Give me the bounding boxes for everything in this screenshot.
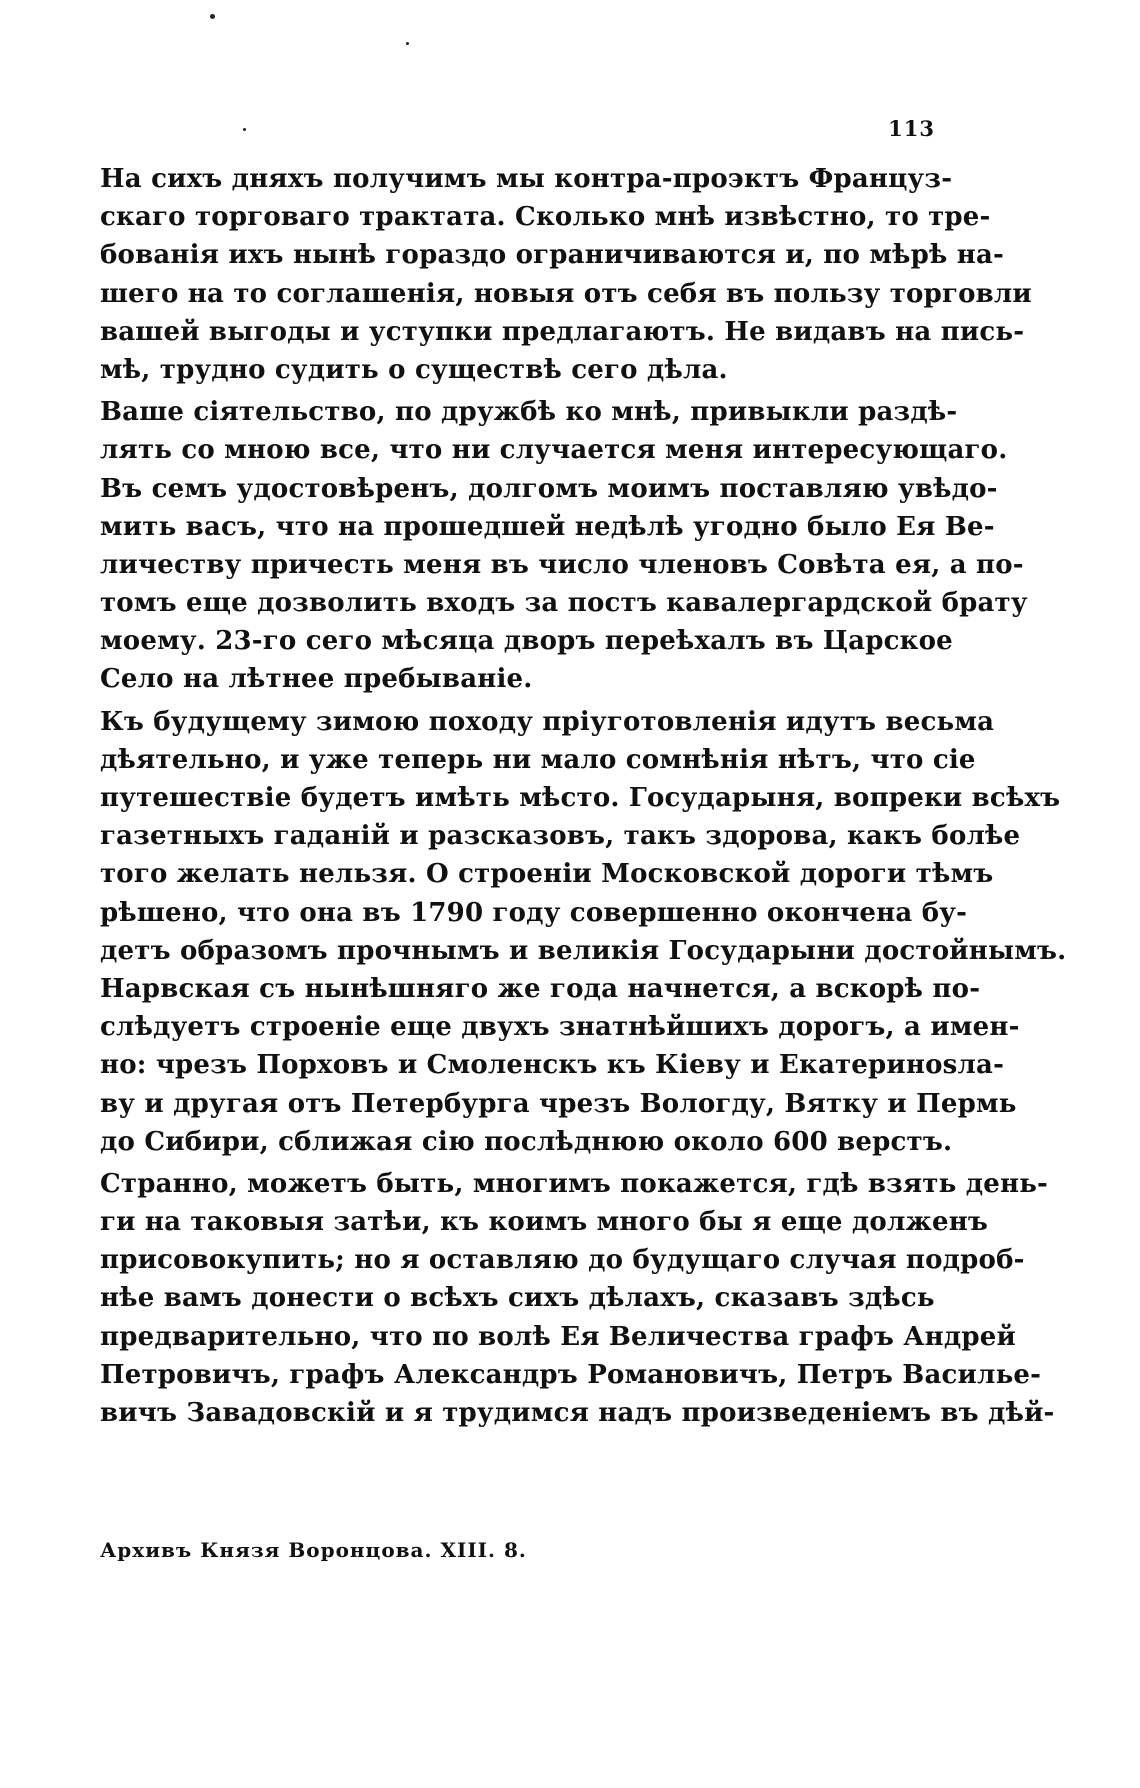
text-line: Къ будущему зимою походу пріуготовленія идутъ весьма [100, 706, 995, 737]
text-line: Село на лѣтнее пребываніе. [100, 664, 533, 695]
text-line: Въ семъ удостовѣренъ, долгомъ моимъ поставляю увѣдо- [100, 473, 998, 504]
text-line: рѣшено, что она въ 1790 году совершенно окончена бу- [100, 897, 968, 928]
page-number: 113 [888, 116, 935, 141]
text-line: лять со мною все, что ни случается меня интересующаго. [100, 435, 1008, 466]
print-speck [406, 42, 409, 45]
text-line: Нарвская съ нынѣшняго же года начнется, а вскорѣ по- [100, 973, 981, 1004]
text-line: присовокупить; но я оставляю до будущаго случая подроб- [100, 1245, 1025, 1276]
text-line: ги на таковыя затѣи, къ коимъ много бы я еще долженъ [100, 1207, 989, 1238]
text-line: вичъ Завадовскій и я трудимся надъ произведеніемъ въ дѣй- [100, 1398, 1055, 1428]
text-line: томъ еще дозволить входъ за постъ кавалергардской брату [100, 588, 1028, 619]
text-line: бованія ихъ нынѣ гораздо ограничиваются и, по мѣрѣ на- [100, 240, 1004, 271]
text-line: личеству причесть меня въ число членовъ Совѣта ея, а по- [100, 549, 1024, 580]
text-line: путешествіе будетъ имѣть мѣсто. Государыня, вопреки всѣхъ [100, 783, 1061, 813]
text-line: детъ образомъ прочнымъ и великія Государыни достойнымъ. [100, 935, 1067, 966]
text-line: моему. 23-го сего мѣсяца дворъ переѣхалъ въ Царское [100, 626, 953, 657]
text-line: слѣдуетъ строеніе еще двухъ знатнѣйшихъ дорогъ, а имен- [100, 1012, 1020, 1043]
text-line: мить васъ, что на прошедшей недѣлѣ угодно было Ея Ве- [100, 511, 995, 542]
text-line: ву и другая отъ Петербурга чрезъ Вологду, Вятку и Пермь [100, 1088, 1017, 1119]
text-line: дѣятельно, и уже теперь ни мало сомнѣнія нѣтъ, что сіе [100, 744, 976, 775]
text-line: того желать нельзя. О строеніи Московской дороги тѣмъ [100, 859, 994, 890]
text-line: Петровичъ, графъ Александръ Романовичъ, Петръ Васильe- [100, 1359, 1042, 1390]
text-line: скаго торговаго трактата. Сколько мнѣ извѣстно, то тре- [100, 202, 991, 233]
text-line: вашей выгоды и уступки предлагаютъ. Не видавъ на пись- [100, 316, 1025, 347]
text-line: газетныхъ гаданій и разсказовъ, такъ здорова, какъ болѣе [100, 821, 1021, 852]
footer-signature: Архивъ Князя Воронцова. XIII. 8. [100, 1538, 527, 1562]
text-line: предварительно, что по волѣ Ея Величества графъ Андрей [100, 1321, 1017, 1352]
text-line: до Сибири, сближая сію послѣднюю около 600 верстъ. [100, 1126, 953, 1157]
text-line: но: чрезъ Порховъ и Смоленскъ къ Кіеву и Екатеринosла- [100, 1050, 1005, 1081]
text-line: Ваше сіятельство, по дружбѣ ко мнѣ, привыкли раздѣ- [100, 397, 958, 428]
text-line: шего на то соглашенія, новыя отъ себя въ пользу торговли [100, 278, 1032, 309]
text-line: нѣе вамъ донести о всѣхъ сихъ дѣлахъ, сказавъ здѣсь [100, 1283, 935, 1314]
print-speck [243, 128, 246, 131]
print-speck [210, 14, 215, 19]
text-line: Странно, можетъ быть, многимъ покажется, гдѣ взять день- [100, 1168, 1049, 1199]
text-line: На сихъ дняхъ получимъ мы контра-проэктъ Француз- [100, 164, 953, 194]
body-text [100, 160, 1067, 1432]
text-line: мѣ, трудно судить о существѣ сего дѣла. [100, 354, 728, 385]
